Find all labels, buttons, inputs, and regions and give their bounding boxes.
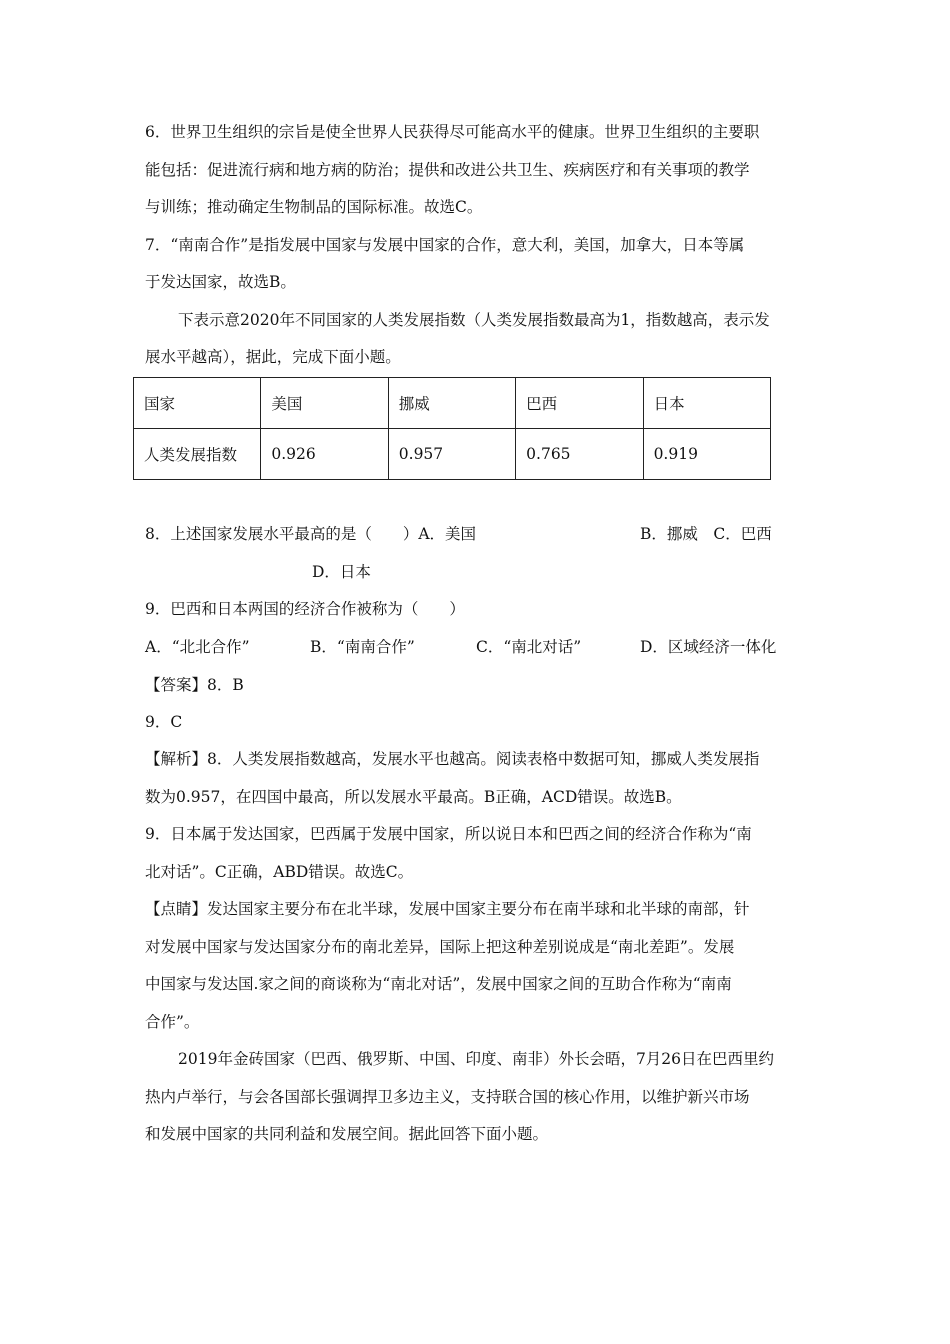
table-intro-line-2: 展水平越高），据此，完成下面小题。 [145,348,401,366]
table-header-cell: 国家 [134,378,261,429]
final-line-1: 2019年金砖国家（巴西、俄罗斯、中国、印度、南非）外长会晤，7月26日在巴西里约 [178,1050,775,1068]
table-header-cell: 日本 [643,378,770,429]
q8-options-bc: B．挪威 C．巴西 [640,525,772,543]
q6-line-1: 6．世界卫生组织的宗旨是使全世界人民获得尽可能高水平的健康。世界卫生组织的主要职 [145,123,760,141]
table-header-cell: 美国 [261,378,388,429]
final-line-3: 和发展中国家的共同利益和发展空间。据此回答下面小题。 [145,1125,549,1143]
q7-line-1: 7．“南南合作”是指发展中国家与发展中国家的合作，意大利，美国，加拿大，日本等属 [145,236,745,254]
q9-option-a: A．“北北合作” [145,638,250,656]
q9-option-b: B．“南南合作” [310,638,415,656]
q9-option-d: D．区域经济一体化 [640,638,777,656]
analysis-line-4: 北对话”。C正确，ABD错误。故选C。 [145,863,414,881]
table-header-cell: 挪威 [388,378,515,429]
q8-stem: 8．上述国家发展水平最高的是（ ）A．美国 [145,525,477,543]
hdi-table [133,377,771,480]
table-cell: 0.926 [261,429,388,480]
q6-line-3: 与训练；推动确定生物制品的国际标准。故选C。 [145,198,483,216]
tip-line-3: 中国家与发达国.家之间的商谈称为“南北对话”，发展中国家之间的互助合作称为“南南 [145,975,732,993]
analysis-line-3: 9．日本属于发达国家，巴西属于发展中国家，所以说日本和巴西之间的经济合作称为“南 [145,825,752,843]
answer-line-1: 【答案】8．B [145,676,244,694]
answer-line-2: 9．C [145,713,183,731]
q7-line-2: 于发达国家，故选B。 [145,273,296,291]
tip-line-2: 对发展中国家与发达国家分布的南北差异，国际上把这种差别说成是“南北差距”。发展 [145,938,735,956]
table-header-cell: 巴西 [516,378,643,429]
table-intro-line-1: 下表示意2020年不同国家的人类发展指数（人类发展指数最高为1，指数越高，表示发 [178,311,770,329]
q8-option-d: D．日本 [312,563,371,581]
table-cell: 0.919 [643,429,770,480]
table-cell: 0.765 [516,429,643,480]
analysis-line-1: 【解析】8．人类发展指数越高，发展水平也越高。阅读表格中数据可知，挪威人类发展指 [145,750,760,768]
analysis-line-2: 数为0.957，在四国中最高，所以发展水平最高。B正确，ACD错误。故选B。 [145,788,682,806]
table-row [134,429,771,480]
table-cell: 0.957 [388,429,515,480]
tip-line-4: 合作”。 [145,1013,200,1031]
final-line-2: 热内卢举行，与会各国部长强调捍卫多边主义，支持联合国的核心作用，以维护新兴市场 [145,1088,750,1106]
table-cell: 人类发展指数 [134,429,261,480]
tip-line-1: 【点睛】发达国家主要分布在北半球，发展中国家主要分布在南半球和北半球的南部，针 [145,900,750,918]
q9-option-c: C．“南北对话” [476,638,582,656]
table-header-row [134,378,771,429]
q6-line-2: 能包括：促进流行病和地方病的防治；提供和改进公共卫生、疾病医疗和有关事项的教学 [145,161,750,179]
q9-stem: 9．巴西和日本两国的经济合作被称为（ ） [145,600,465,618]
